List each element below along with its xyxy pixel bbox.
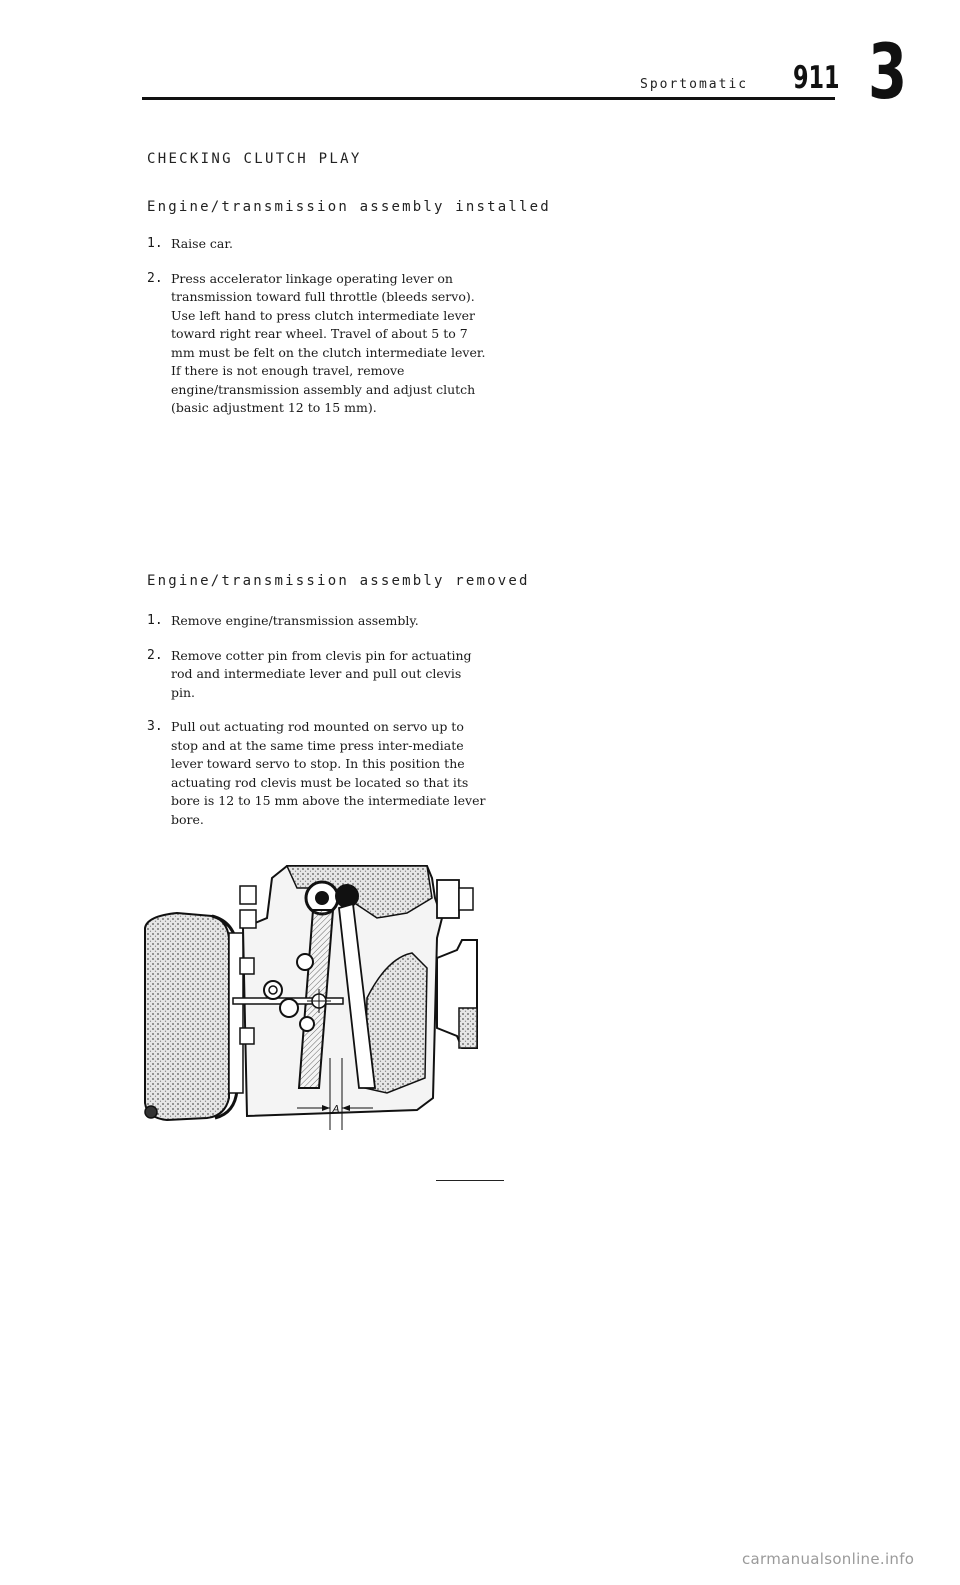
header-section-label: Sportomatic <box>640 77 749 92</box>
lever-eye-shape <box>264 981 282 999</box>
right-fitting-shape <box>437 880 459 918</box>
servo-flange-shape <box>229 933 243 1093</box>
step-text: Press accelerator linkage operating lever on transmission toward full throttle (bleeds servo). Use left hand to press clutch intermediate lever toward right rear wheel. Travel of about 5 to 7 mm must be felt on the clutch intermediate lever. If there is not enough travel, remove engine/transmission assembly and adjust clutch (basic adjustment 12 to 15 mm). <box>171 270 486 415</box>
bolt-shape <box>240 910 256 928</box>
step-text: Pull out actuating rod mounted on servo up to stop and at the same time press inter-mediate lever toward servo to stop. In this position the actuating rod clevis must be located so that its bore is 12 to 15 mm above the intermediate lever bore. <box>171 719 486 827</box>
lever-pivot-secondary-shape <box>335 884 359 908</box>
step-text: Remove cotter pin from clevis pin for actuating rod and intermediate lever and pull out clevis pin. <box>171 647 472 700</box>
header-model-number: 911 <box>793 60 840 96</box>
lever-eye-shape <box>280 999 298 1017</box>
bolt-shape <box>240 886 256 904</box>
step-number: 2. <box>147 647 163 663</box>
step-number: 1. <box>147 613 163 628</box>
header-chapter-number: 3 <box>868 27 908 116</box>
step-number: 1. <box>147 236 163 251</box>
step-text: Raise car. <box>171 236 233 251</box>
bolt-shape <box>240 1028 254 1044</box>
dimension-label: A <box>332 1104 340 1115</box>
bolt-shape <box>240 958 254 974</box>
lever-eye-shape <box>300 1017 314 1031</box>
step-item <box>147 718 487 829</box>
right-flange-base-shape <box>459 1008 477 1048</box>
right-fitting-cap-shape <box>459 888 473 910</box>
clutch-servo-illustration <box>137 858 492 1130</box>
step-item <box>147 235 492 254</box>
header-rule <box>142 97 835 100</box>
lever-eye-shape <box>297 954 313 970</box>
section-heading-installed: Engine/transmission assembly installed <box>147 199 551 215</box>
step-number: 2. <box>147 270 163 286</box>
step-text: Remove engine/transmission assembly. <box>171 613 419 628</box>
servo-canister-shape <box>145 913 229 1120</box>
steps-removed <box>147 612 487 845</box>
source-watermark: carmanualsonline.info <box>742 1550 915 1568</box>
lever-pivot-inner-shape <box>315 891 329 905</box>
end-rule <box>436 1180 504 1181</box>
step-item <box>147 270 492 418</box>
step-item <box>147 647 487 703</box>
page-title: CHECKING CLUTCH PLAY <box>147 151 362 167</box>
servo-plug-shape <box>145 1106 157 1118</box>
section-heading-removed: Engine/transmission assembly removed <box>147 573 530 589</box>
step-item <box>147 612 487 631</box>
steps-installed <box>147 235 492 434</box>
step-number: 3. <box>147 719 163 734</box>
